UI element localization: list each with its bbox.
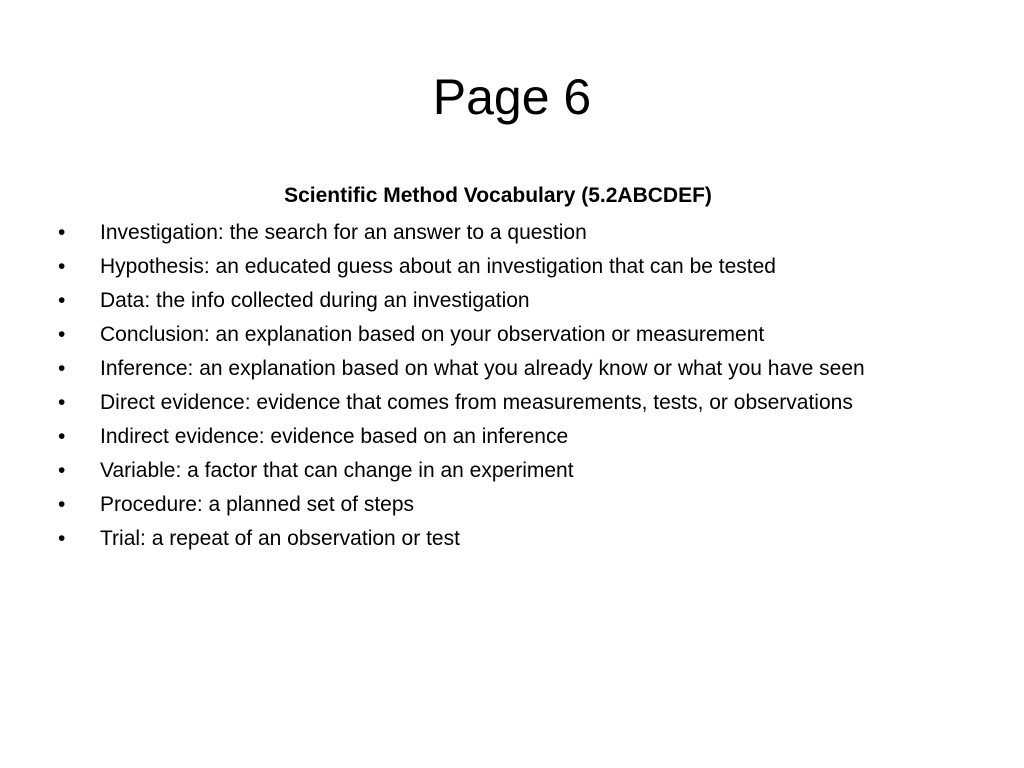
bullet-icon: • — [58, 459, 66, 482]
bullet-icon: • — [58, 221, 66, 244]
list-item — [58, 356, 958, 382]
bullet-icon: • — [58, 357, 66, 380]
list-item — [58, 322, 958, 348]
list-item-text: Hypothesis: an educated guess about an investigation that can be tested — [100, 255, 776, 278]
vocabulary-list — [58, 220, 958, 552]
list-item-text: Data: the info collected during an investigation — [100, 289, 530, 312]
list-item — [58, 254, 958, 280]
list-item-text: Indirect evidence: evidence based on an inference — [100, 425, 569, 448]
bullet-icon: • — [58, 493, 66, 516]
list-item-text: Trial: a repeat of an observation or test — [100, 527, 460, 550]
list-item-text: Investigation: the search for an answer to a question — [100, 221, 587, 244]
page-title: Page 6 — [432, 69, 592, 125]
list-item — [58, 390, 958, 416]
section-heading: Scientific Method Vocabulary (5.2ABCDEF) — [284, 184, 712, 207]
slide-content — [58, 180, 958, 552]
bullet-icon: • — [58, 323, 66, 346]
list-item — [58, 458, 958, 484]
list-item — [58, 288, 958, 314]
list-item — [58, 424, 958, 450]
list-item-text: Procedure: a planned set of steps — [100, 493, 415, 516]
list-item-text: Inference: an explanation based on what you already know or what you have seen — [100, 357, 865, 380]
bullet-icon: • — [58, 425, 66, 448]
list-item — [58, 220, 958, 246]
bullet-icon: • — [58, 255, 66, 278]
list-item — [58, 526, 958, 552]
bullet-icon: • — [58, 391, 66, 414]
list-item-text: Variable: a factor that can change in an experiment — [100, 459, 574, 482]
bullet-icon: • — [58, 527, 66, 550]
list-item-text: Direct evidence: evidence that comes from measurements, tests, or observations — [100, 391, 853, 414]
list-item-text: Conclusion: an explanation based on your observation or measurement — [100, 323, 765, 346]
bullet-icon: • — [58, 289, 66, 312]
list-item — [58, 492, 958, 518]
